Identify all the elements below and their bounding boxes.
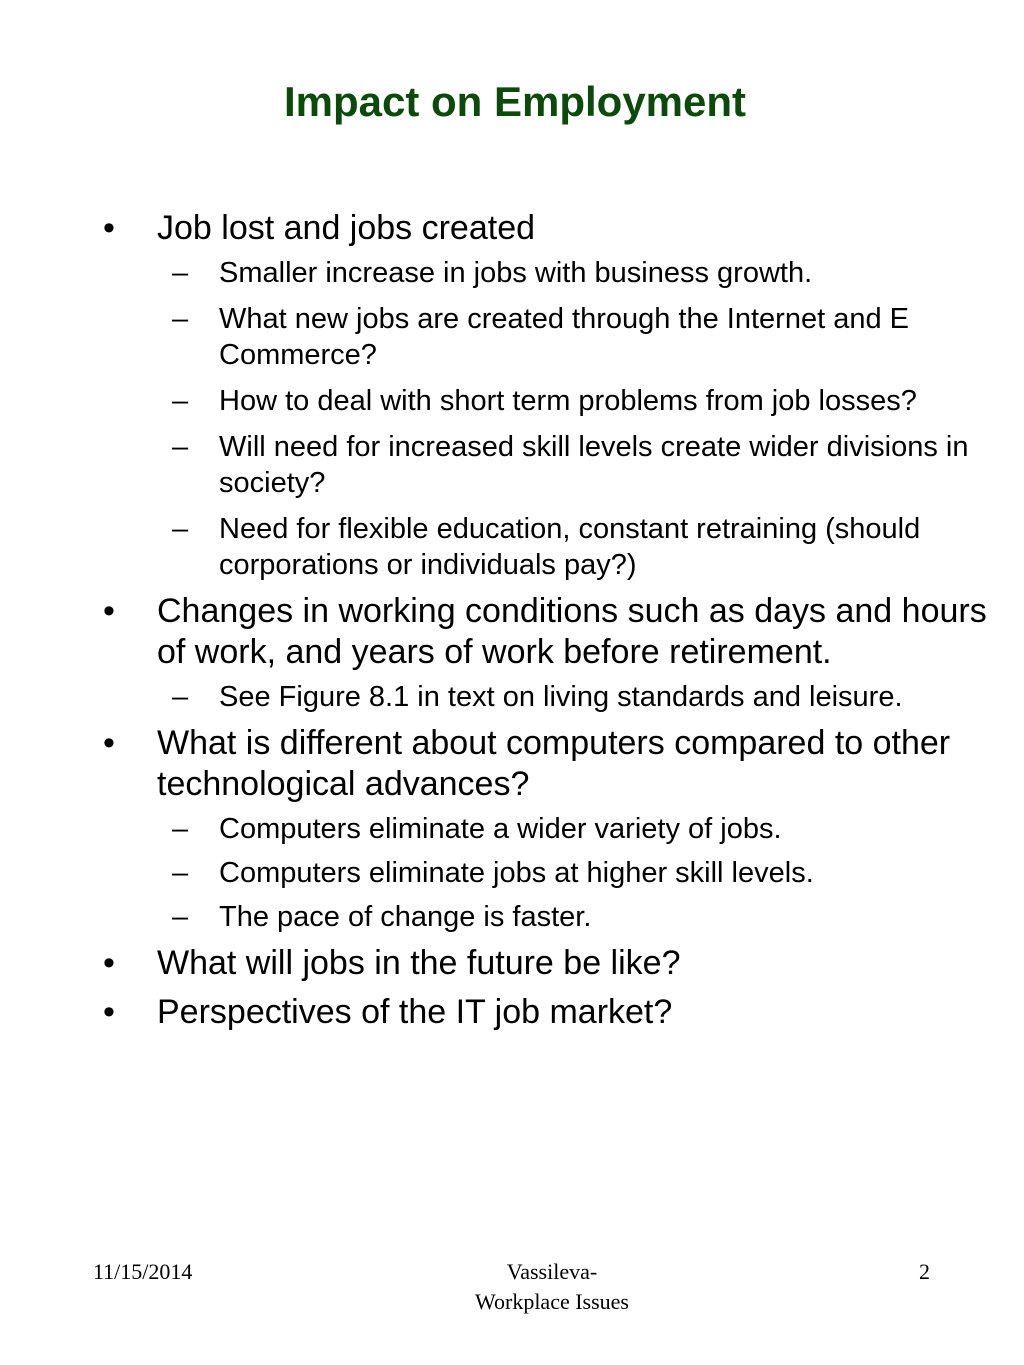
sub-bullet-item — [0, 899, 1024, 935]
sub-bullet-item — [0, 255, 1024, 291]
sub-bullet-text: See Figure 8.1 in text on living standards and leisure. — [219, 681, 903, 713]
dash-icon: – — [172, 813, 189, 845]
dash-icon: – — [172, 431, 189, 463]
bullet-item — [0, 591, 1024, 673]
bullet-icon: • — [103, 724, 115, 762]
dash-icon: – — [172, 513, 189, 545]
bullet-icon: • — [103, 993, 115, 1031]
dash-icon: – — [172, 857, 189, 889]
sub-bullet-item — [0, 679, 1024, 715]
dash-icon: – — [172, 681, 189, 713]
sub-bullet-text: The pace of change is faster. — [219, 901, 592, 933]
slide-title: Impact on Employment — [283, 78, 747, 125]
bullet-item — [0, 723, 1024, 805]
sub-bullet-item — [0, 429, 1024, 501]
sub-bullet-item — [0, 301, 1024, 373]
footer-author — [352, 1257, 752, 1317]
bullet-text: What is different about computers compared to other technological advances? — [157, 724, 951, 803]
sub-bullet-text: How to deal with short term problems from job losses? — [219, 385, 917, 417]
footer-author-line2: Workplace Issues — [474, 1289, 629, 1314]
dash-icon: – — [172, 385, 189, 417]
dash-icon: – — [172, 257, 189, 289]
sub-bullet-text: Computers eliminate jobs at higher skill levels. — [219, 857, 814, 889]
bullet-text: Changes in working conditions such as days and hours of work, and years of work before retirement. — [157, 592, 987, 671]
dash-icon: – — [172, 901, 189, 933]
bullet-text: Perspectives of the IT job market? — [157, 993, 673, 1031]
sub-bullet-item — [0, 855, 1024, 891]
bullet-item — [0, 943, 1024, 984]
bullet-text: What will jobs in the future be like? — [157, 944, 681, 982]
sub-bullet-text: Computers eliminate a wider variety of jobs. — [219, 813, 782, 845]
bullet-icon: • — [103, 209, 115, 247]
dash-icon: – — [172, 303, 189, 335]
footer-author-line1: Vassileva- — [506, 1259, 598, 1284]
sub-bullet-text: Smaller increase in jobs with business growth. — [219, 257, 813, 289]
bullet-icon: • — [103, 944, 115, 982]
sub-bullet-item — [0, 811, 1024, 847]
bullet-item — [0, 208, 1024, 249]
bullet-icon: • — [103, 592, 115, 630]
bullet-text: Job lost and jobs created — [157, 209, 536, 247]
page-number: 2 — [919, 1259, 930, 1284]
bullet-item — [0, 992, 1024, 1033]
footer-date: 11/15/2014 — [93, 1259, 193, 1284]
sub-bullet-text: Need for flexible education, constant retraining (should corporations or individuals pay?) — [219, 513, 921, 581]
bullet-list — [0, 208, 1024, 1033]
sub-bullet-text: What new jobs are created through the Internet and E Commerce? — [219, 303, 909, 371]
sub-bullet-text: Will need for increased skill levels create wider divisions in society? — [219, 431, 969, 499]
sub-bullet-item — [0, 383, 1024, 419]
sub-bullet-item — [0, 511, 1024, 583]
